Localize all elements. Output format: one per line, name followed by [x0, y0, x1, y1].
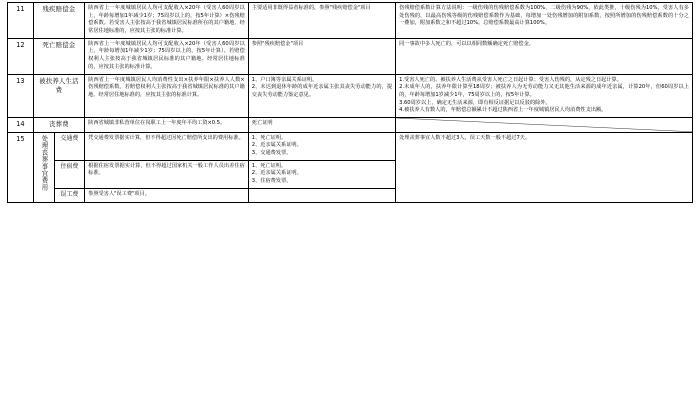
row-certificate: 主要适用非既得益者标准的，参照"残疾赔偿金"项目 [248, 3, 395, 39]
row-certificate: 参照"残疾赔偿金"项目 [248, 38, 395, 74]
row-method: 伤残赔偿系数计算方法说明：一级伤残的伤残赔偿系数为100%、二级伤残为90%，依此类推，十级伤残为10%，受害人有多处伤残的，以最高伤残等级的伤残赔偿系数作为基础，每增加一处伤残增加的附加系数，按照所增加的伤残赔偿系数的十分之一叠加，附加系数之和不超过10%。总赔偿系数最高计算100%。 [396, 3, 693, 39]
row-item-name: 残疾赔偿金 [33, 3, 84, 39]
sub-row-base: 参照受害人"误工费"项目。 [85, 188, 249, 202]
row-number: 11 [8, 3, 34, 39]
row-certificate: 1、户口簿等亲属关系证明。 2、未达到退休年龄的成年近亲属主张其丧失劳动能力的，提交丧失劳动能力鉴定意见。 [248, 74, 395, 117]
table-row [8, 132, 693, 160]
sub-row-base: 凭交通费发票据实计算，但不得超过因死亡赔偿所支出的费用标准。 [85, 132, 249, 160]
sub-item-name: 交通费 [54, 132, 84, 160]
compensation-table [7, 2, 693, 203]
sub-row-certificate: 1、死亡证明。 2、近亲属关系证明。 3、交通费发票。 [248, 132, 395, 160]
row-item-name [33, 132, 54, 202]
table-row [8, 74, 693, 117]
table-row [8, 3, 693, 39]
diagonal-strike-icon [396, 118, 692, 132]
row-item-label: 处理丧葬事宜费用 [40, 134, 49, 191]
row-base: 陕西省城镇非私营单位在岗职工上一年度年平均工资×0.5。 [85, 117, 249, 132]
sub-row-method: 处理丧葬事宜人数不超过3人，误工天数一般不超过7天。 [396, 132, 693, 202]
row-method-empty [396, 117, 693, 132]
sub-item-name: 误工费 [54, 188, 84, 202]
row-item-name: 丧葬费 [33, 117, 84, 132]
row-base: 陕西省上一年度城镇居民人均消费性支出×扶养年限×扶养人人数×伤残赔偿系数。若赔偿权利人主张按高于我省城镇居民标准的其户籍地、经常居住地标准的，应按其主张的标准计算。 [85, 74, 249, 117]
row-number: 15 [8, 132, 34, 202]
row-base: 陕西省上一年度城镇居民人均可支配收入×20年（受害人60周岁以上，年龄每增加1年减少1岁；75周岁以上的，按5年计算）×伤残赔偿系数。若受害人主张按高于我省城镇居民标准所在的其户籍地、经常居住地标准的，应按其主张的标准计算。 [85, 3, 249, 39]
sub-row-base: 根据住宿发票据实计算，但不得超过国家机关一般工作人员出差住宿标准。 [85, 160, 249, 188]
sub-item-name: 住宿费 [54, 160, 84, 188]
sub-row-certificate: 1、死亡证明。 2、近亲属关系证明。 3、住宿费发票。 [248, 160, 395, 188]
row-certificate: 死亡证明 [248, 117, 395, 132]
table-row [8, 117, 693, 132]
row-number: 12 [8, 38, 34, 74]
row-number: 14 [8, 117, 34, 132]
row-item-name: 被扶养人生活费 [33, 74, 84, 117]
row-method: 同一事故中多人死亡的，可以以相同数额确定死亡赔偿金。 [396, 38, 693, 74]
sub-row-certificate [248, 188, 395, 202]
table-row [8, 38, 693, 74]
row-number: 13 [8, 74, 34, 117]
row-base: 陕西省上一年度城镇居民人均可支配收入×20年（受害人60周岁以上，年龄每增加1年减少1岁；75周岁以上的，按5年计算）。若赔偿权利人主张按高于我省城镇居民标准的其户籍地、经常居住地标准的，应按其主张的标准计算。 [85, 38, 249, 74]
row-method: 1.受害人死亡的、被扶养人生活费从受害人死亡之日起计算；受害人伤残的，从定残之日起计算。 2.未成年人的，扶养年限计算至18周岁；被扶养人为无劳动能力又无其他生活来源的成年近亲属，计算20年，但60周岁以上的，年龄每增加1岁减少1年，75周岁以上的，按5年计算。 3.60周岁以上、确定无生活来源，即有相反证据足以反驳的除外。 4.被扶养人有数人的，年赔偿总额累计不超过陕西省上一年度城镇居民人均消费性支出额。 [396, 74, 693, 117]
row-item-name: 死亡赔偿金 [33, 38, 84, 74]
document-page [0, 2, 700, 402]
